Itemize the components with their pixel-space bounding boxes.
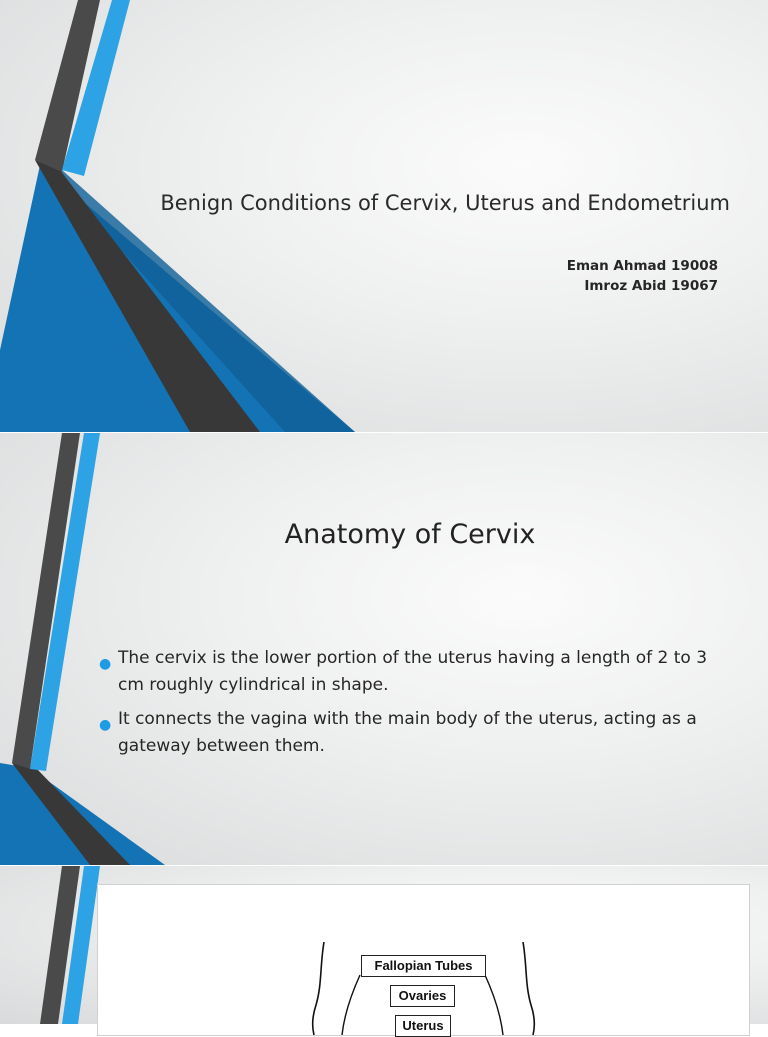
content-slide — [0, 433, 768, 865]
list-item — [98, 645, 718, 699]
right-outline-line — [523, 942, 534, 1035]
right-tube-line — [485, 975, 503, 1035]
bullet-text: The cervix is the lower portion of the uterus having a length of 2 to 3 cm roughly cylindrical in shape. — [118, 648, 708, 695]
bullet-icon: ● — [99, 656, 112, 672]
label-fallopian-tubes: Fallopian Tubes — [361, 955, 486, 977]
left-outline-line — [313, 942, 324, 1035]
list-item — [98, 706, 718, 760]
label-uterus: Uterus — [395, 1015, 451, 1037]
label-ovaries: Ovaries — [390, 985, 455, 1007]
presentation-title: Benign Conditions of Cervix, Uterus and Endometrium — [160, 191, 730, 215]
slide-decoration — [0, 0, 768, 432]
diagram-card — [97, 884, 750, 1036]
slide-title: Anatomy of Cervix — [284, 519, 536, 550]
bullet-list — [98, 645, 718, 767]
diagram-slide — [0, 866, 768, 1033]
bullet-text: It connects the vagina with the main body of the uterus, acting as a gateway between them. — [118, 709, 697, 756]
left-tube-line — [342, 975, 360, 1035]
bullet-icon: ● — [99, 717, 112, 733]
title-slide — [0, 0, 768, 432]
author-line: Imroz Abid 19067 — [584, 278, 718, 294]
author-line: Eman Ahmad 19008 — [566, 258, 718, 274]
